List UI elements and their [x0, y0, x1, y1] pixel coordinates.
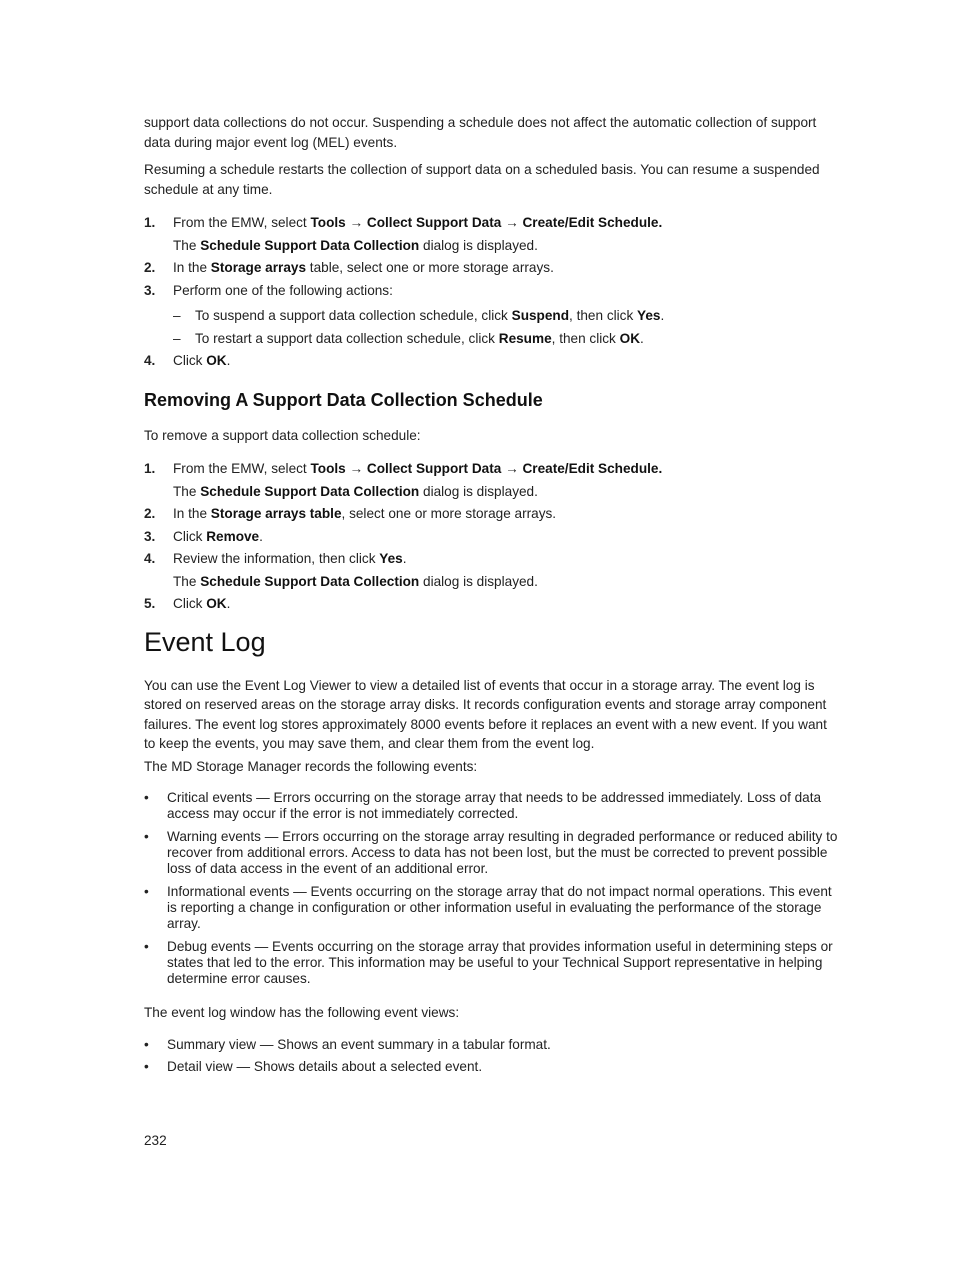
page-number: 232	[144, 1133, 167, 1148]
step-text: .	[226, 596, 231, 611]
menu-tools: Tools	[310, 215, 346, 230]
step-text: Click	[173, 596, 207, 611]
step-text: , select one or more storage arrays.	[341, 506, 557, 521]
step-number: 4.	[144, 353, 156, 368]
bullet-icon: •	[144, 884, 149, 899]
step-text: From the EMW, select	[173, 215, 311, 230]
event-log-paragraph-3: The event log window has the following event views:	[144, 1005, 460, 1020]
arrow-icon: →	[345, 461, 367, 476]
option-text: .	[660, 308, 665, 323]
step-4-note	[144, 572, 840, 592]
step-text: From the EMW, select	[173, 461, 311, 476]
event-log-paragraph-1: You can use the Event Log Viewer to view a detailed list of events that occur in a storage array. The event log is stored on reserved areas on the storage array disks. It records configuration events and storage array component failures. The event log stores approximately 8000 events before it replaces an event with a new event. If you want to keep the events, you may save them, and clear them from the event log.	[144, 677, 827, 751]
bullet-icon: •	[144, 1036, 149, 1052]
note-text: The	[173, 573, 201, 589]
option-text: To suspend a support data collection schedule, click	[195, 308, 512, 323]
bullet-icon: •	[144, 829, 149, 844]
step-4	[144, 351, 840, 371]
note-text: dialog is displayed.	[419, 573, 538, 589]
removing-intro: To remove a support data collection schedule:	[144, 427, 421, 443]
list-item-text: Critical events — Errors occurring on the storage array that needs to be addressed immediately. Loss of data access may occur if the error is not immediately corrected.	[167, 790, 822, 821]
event-log-paragraph-2: The MD Storage Manager records the following events:	[144, 758, 478, 774]
step-text: .	[259, 528, 263, 544]
dialog-name: Schedule Support Data Collection	[200, 237, 420, 253]
intro-paragraph-1: support data collections do not occur. Suspending a schedule does not affect the automatic collection of support data during major event log (MEL) events.	[144, 115, 817, 150]
menu-tools: Tools	[310, 461, 346, 476]
yes-label: Yes	[637, 308, 661, 323]
step-2	[144, 504, 840, 524]
dialog-name: Schedule Support Data Collection	[200, 573, 420, 589]
list-item	[144, 884, 840, 932]
option-resume	[173, 329, 840, 349]
step-number: 3.	[144, 528, 156, 544]
step-text: In the	[173, 506, 211, 521]
dash-bullet-icon: –	[173, 330, 181, 346]
page-title: Event Log	[144, 626, 266, 657]
resume-label: Resume	[498, 330, 552, 346]
list-item-text: Detail view — Shows details about a selected event.	[167, 1059, 483, 1074]
step-5	[144, 594, 840, 614]
event-views-list	[144, 1035, 840, 1077]
note-text: The	[173, 483, 201, 499]
suspend-label: Suspend	[511, 308, 570, 323]
step-text: In the	[173, 260, 211, 275]
list-item-text: Warning events — Errors occurring on the storage array resulting in degraded performance or reduced ability to recover from additional errors. Access to data has not been lost, but the must be corrected to prevent possible loss of data access in the event of an additional error.	[167, 829, 838, 876]
dash-bullet-icon: –	[173, 308, 181, 323]
action-options-list	[144, 306, 840, 348]
list-item	[144, 829, 840, 877]
menu-create-edit-schedule: Create/Edit Schedule.	[522, 215, 663, 230]
list-item-text: Informational events — Events occurring on the storage array that do not impact normal operations. This event is reporting a change in configuration or other information useful in evaluating the performance of the storage array.	[167, 884, 832, 931]
menu-create-edit-schedule: Create/Edit Schedule.	[522, 461, 663, 476]
step-number: 1.	[144, 215, 156, 230]
option-text: , then click	[551, 330, 620, 346]
step-number: 5.	[144, 596, 156, 611]
yes-label: Yes	[379, 551, 403, 566]
step-3	[144, 527, 840, 547]
step-number: 2.	[144, 506, 156, 521]
step-number: 4.	[144, 551, 156, 566]
step-text: Review the information, then click	[173, 551, 380, 566]
dialog-name: Schedule Support Data Collection	[200, 483, 420, 499]
note-text: The	[173, 237, 201, 253]
suspend-steps-list	[144, 213, 840, 300]
option-suspend	[173, 306, 840, 326]
arrow-icon: →	[501, 461, 523, 476]
ok-label: OK	[619, 330, 641, 346]
option-text: , then click	[569, 308, 638, 323]
list-item-text: Summary view — Shows an event summary in a tabular format.	[167, 1036, 551, 1052]
note-text: dialog is displayed.	[419, 483, 538, 499]
table-name: Storage arrays	[210, 260, 307, 275]
remove-label: Remove	[206, 528, 260, 544]
step-number: 3.	[144, 282, 156, 298]
page-content	[144, 113, 840, 1080]
list-item	[144, 1057, 840, 1077]
step-3	[144, 281, 840, 301]
intro-paragraph-2: Resuming a schedule restarts the collection of support data on a scheduled basis. You can resume a suspended schedule at any time.	[144, 162, 820, 197]
event-types-list	[144, 790, 840, 987]
ok-label: OK	[206, 353, 227, 368]
table-name: Storage arrays table	[210, 506, 342, 521]
step-text: .	[402, 551, 407, 566]
section-heading: Removing A Support Data Collection Schedule	[144, 389, 543, 410]
step-1	[144, 459, 840, 479]
list-item	[144, 1035, 840, 1055]
arrow-icon: →	[501, 215, 523, 230]
step-4	[144, 549, 840, 569]
step-1-note	[144, 236, 840, 256]
bullet-icon: •	[144, 790, 149, 805]
suspend-steps-list-cont	[144, 351, 840, 371]
step-number: 2.	[144, 260, 156, 275]
step-2	[144, 258, 840, 278]
ok-label: OK	[206, 596, 227, 611]
list-item	[144, 790, 840, 822]
list-item-text: Debug events — Events occurring on the storage array that provides information useful in determining steps or states that led to the error. This information may be useful to your Technical Support representative in helping determine error causes.	[167, 939, 833, 986]
list-item	[144, 939, 840, 987]
remove-steps-list	[144, 459, 840, 614]
step-number: 1.	[144, 461, 156, 476]
step-text: table, select one or more storage arrays.	[306, 260, 554, 275]
step-text: Perform one of the following actions:	[173, 282, 393, 298]
menu-collect-support-data: Collect Support Data	[366, 215, 502, 230]
arrow-icon: →	[345, 215, 367, 230]
step-1-note	[144, 482, 840, 502]
option-text: To restart a support data collection schedule, click	[195, 330, 499, 346]
step-1	[144, 213, 840, 233]
option-text: .	[640, 330, 644, 346]
step-text: Click	[173, 353, 207, 368]
step-text: .	[226, 353, 231, 368]
note-text: dialog is displayed.	[419, 237, 538, 253]
bullet-icon: •	[144, 939, 149, 954]
step-text: Click	[173, 528, 207, 544]
menu-collect-support-data: Collect Support Data	[366, 461, 502, 476]
bullet-icon: •	[144, 1059, 149, 1074]
